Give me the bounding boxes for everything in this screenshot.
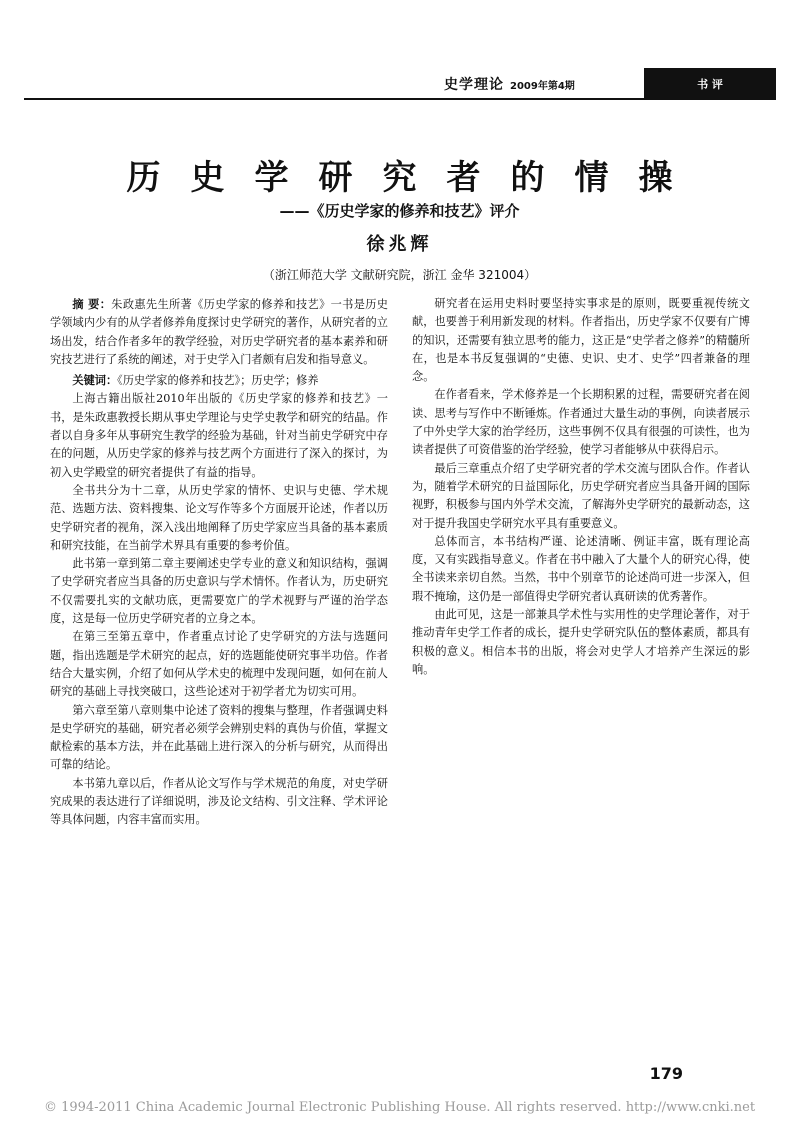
- journal-name: 史学理论: [444, 77, 504, 93]
- section-label: 书 评: [644, 68, 776, 100]
- author-name: 徐兆辉: [366, 234, 433, 255]
- keywords-text: 《历史学家的修养和技艺》；历史学；修养: [117, 374, 319, 388]
- body-paragraph: 全书共分为十二章，从历史学家的情怀、史识与史德、学术规范、选题方法、资料搜集、论文写作等多个方面展开论述，作者以历史学研究者的视角，深入浅出地阐释了历史学家应当具备的基本素质和研究技能，在当前学术界具有重要的参考价值。: [50, 483, 388, 552]
- keywords: [50, 371, 388, 390]
- body-paragraph: 总体而言，本书结构严谨、论述清晰、例证丰富，既有理论高度，又有实践指导意义。作者在书中融入了大量个人的研究心得，使全书读来亲切自然。当然，书中个别章节的论述尚可进一步深入，但瑕不掩瑜，这仍是一部值得史学研究者认真研读的优秀著作。: [412, 534, 750, 603]
- article-subtitle: ——《历史学家的修养和技艺》评介: [279, 202, 520, 220]
- copyright-footer: © 1994-2011 China Academic Journal Electronic Publishing House. All rights reserved. http://www.cnki.net: [43, 1100, 756, 1115]
- body-paragraph: 上海古籍出版社2010年出版的《历史学家的修养和技艺》一书，是朱政惠教授长期从事史学理论与史学史教学和研究的结晶。作者以自身多年从事研究生教学的经验为基础，针对当前史学研究中存在的问题，从历史学家的修养与技艺两个方面进行了深入的探讨，为初入史学殿堂的研究者提供了有益的指导。: [50, 392, 388, 479]
- page-number: 179: [649, 1064, 683, 1083]
- left-column: [50, 295, 388, 1045]
- body-paragraph: 第六章至第八章则集中论述了资料的搜集与整理，作者强调史料是史学研究的基础，研究者必须学会辨别史料的真伪与价值，掌握文献检索的基本方法，并在此基础上进行深入的分析与研究，从而得出可靠的结论。: [50, 703, 388, 772]
- body-paragraph: 研究者在运用史料时要坚持实事求是的原则，既要重视传统文献，也要善于利用新发现的材料。作者指出，历史学家不仅要有广博的知识，还需要有独立思考的能力，这正是“史学者之修养”的精髓所在，也是本书反复强调的“史德、史识、史才、史学”四者兼备的理念。: [412, 297, 750, 384]
- abstract: [50, 295, 388, 369]
- body-paragraph: 在第三至第五章中，作者重点讨论了史学研究的方法与选题问题，指出选题是学术研究的起点，好的选题能使研究事半功倍。作者结合大量实例，介绍了如何从学术史的梳理中发现问题，如何在前人研究的基础上寻找突破口，这些论述对于初学者尤为切实可用。: [50, 630, 388, 699]
- running-header: [444, 73, 644, 95]
- body-paragraph: 由此可见，这是一部兼具学术性与实用性的史学理论著作，对于推动青年史学工作者的成长，提升史学研究队伍的整体素质，都具有积极的意义。相信本书的出版，将会对史学人才培养产生深远的影响。: [412, 608, 750, 676]
- keywords-label: 关键词：: [72, 373, 118, 388]
- body-paragraph: 在作者看来，学术修养是一个长期积累的过程，需要研究者在阅读、思考与写作中不断锤炼。作者通过大量生动的事例，向读者展示了中外史学大家的治学经历，这些事例不仅具有很强的可读性，也为读者提供了可资借鉴的治学经验，使学习者能够从中获得启示。: [412, 388, 750, 457]
- body-paragraph: 此书第一章到第二章主要阐述史学专业的意义和知识结构，强调了史学研究者应当具备的历史意识与学术情怀。作者认为，历史研究不仅需要扎实的文献功底，更需要宽广的学术视野与严谨的治学态度，这是每一位历史学研究者的立身之本。: [50, 557, 388, 626]
- header-rule: [24, 98, 644, 100]
- article-title: 历史学研究者的情操: [126, 158, 703, 198]
- issue-info: 2009年第4期: [510, 80, 575, 92]
- author-affiliation: （浙江师范大学 文献研究院，浙江 金华 321004）: [262, 268, 537, 282]
- abstract-label: 摘 要：: [72, 297, 112, 311]
- body-paragraph: 最后三章重点介绍了史学研究者的学术交流与团队合作。作者认为，随着学术研究的日益国际化，历史学研究者应当具备开阔的国际视野，积极参与国内外学术交流，了解海外史学研究的最新动态，这对于提升我国史学研究水平具有重要意义。: [412, 461, 750, 530]
- body-columns: [50, 295, 750, 1045]
- body-paragraph: 本书第九章以后，作者从论文写作与学术规范的角度，对史学研究成果的表达进行了详细说明，涉及论文结构、引文注释、学术评论等具体问题，内容丰富而实用。: [50, 776, 388, 827]
- abstract-text: 朱政惠先生所著《历史学家的修养和技艺》一书是历史学领域内少有的从学者修养角度探讨史学研究的著作，从研究者的立场出发，结合作者多年的教学经验，对历史学研究者的基本素养和研究技艺进行了系统的阐述，对于史学入门者颇有启发和指导意义。: [50, 298, 388, 366]
- right-column: [412, 295, 750, 1045]
